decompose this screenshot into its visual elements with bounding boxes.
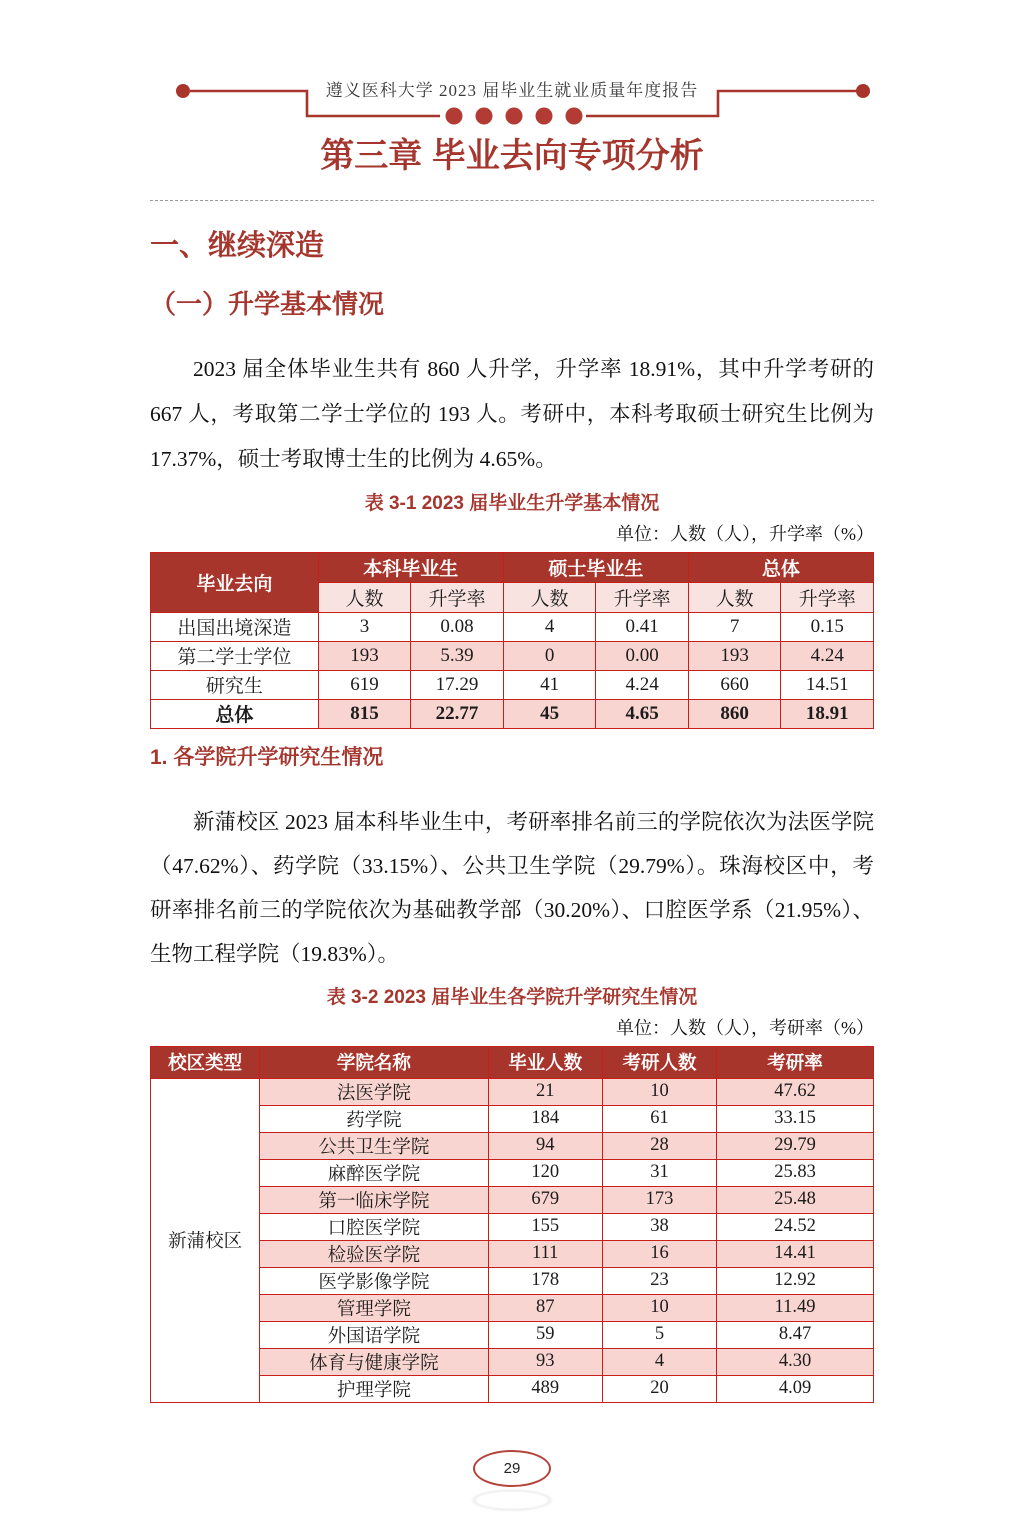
row-label: 出国出境深造 (151, 612, 319, 641)
table-cell: 法医学院 (260, 1078, 488, 1105)
table-cell: 660 (688, 670, 781, 699)
table2-unit-note: 单位：人数（人），考研率（%） (616, 1017, 874, 1038)
table-cell: 4 (503, 612, 596, 641)
table-cell: 0 (503, 641, 596, 670)
table-cell: 21 (488, 1078, 602, 1105)
report-title: 遵义医科大学 2023 届毕业生就业质量年度报告 (325, 81, 699, 100)
page-header (150, 78, 874, 126)
row-label: 第二学士学位 (151, 641, 319, 670)
table-cell: 815 (318, 699, 411, 728)
table-college-enrollment (150, 1046, 874, 1403)
subsub-title-college-enrollment: 1. 各学院升学研究生情况 (150, 745, 384, 769)
table-cell: 61 (602, 1105, 716, 1132)
table-cell: 94 (488, 1132, 602, 1159)
table-cell: 14.51 (781, 670, 874, 699)
table2-header-graduates: 毕业人数 (488, 1046, 602, 1078)
section-title-continue-education: 一、继续深造 (150, 229, 325, 262)
table-cell: 29.79 (717, 1132, 874, 1159)
table2-header-row (151, 1046, 874, 1078)
table-cell: 8.47 (717, 1321, 874, 1348)
table-cell: 管理学院 (260, 1294, 488, 1321)
table1-header-undergraduate: 本科毕业生 (318, 552, 503, 582)
table-cell: 医学影像学院 (260, 1267, 488, 1294)
table-cell: 麻醉医学院 (260, 1159, 488, 1186)
table-cell: 155 (488, 1213, 602, 1240)
page-number-ellipse (473, 1450, 551, 1487)
table-cell: 33.15 (717, 1105, 874, 1132)
table-row (151, 1294, 874, 1321)
campus-label: 新蒲校区 (151, 1078, 260, 1402)
table2-header-campus: 校区类型 (151, 1046, 260, 1078)
table-cell: 860 (688, 699, 781, 728)
table-cell: 16 (602, 1240, 716, 1267)
table2-header-college: 学院名称 (260, 1046, 488, 1078)
table-cell: 4.65 (596, 699, 689, 728)
table-row-total (151, 699, 874, 728)
table-cell: 20 (602, 1375, 716, 1402)
table-cell: 31 (602, 1159, 716, 1186)
row-label: 总体 (151, 699, 319, 728)
report-page (150, 78, 874, 1403)
paragraph-enrollment-summary: 2023 届全体毕业生共有 860 人升学，升学率 18.91%，其中升学考研的 667 人，考取第二学士学位的 193 人。考研中，本科考取硕士研究生比例为 17.37%，硕士考取博士生的比例为 4.65%。 (150, 356, 874, 471)
table-cell: 45 (503, 699, 596, 728)
table-row (151, 1186, 874, 1213)
table-cell: 47.62 (717, 1078, 874, 1105)
dashed-divider (150, 200, 874, 201)
table-cell: 23 (602, 1267, 716, 1294)
table-cell: 18.91 (781, 699, 874, 728)
table-cell: 173 (602, 1186, 716, 1213)
table-cell: 489 (488, 1375, 602, 1402)
table1-subheader-rate: 升学率 (596, 582, 689, 612)
table-cell: 87 (488, 1294, 602, 1321)
table-row (151, 1105, 874, 1132)
table-cell: 外国语学院 (260, 1321, 488, 1348)
table-cell: 178 (488, 1267, 602, 1294)
table-cell: 14.41 (717, 1240, 874, 1267)
table-cell: 检验医学院 (260, 1240, 488, 1267)
table1-unit-note: 单位：人数（人），升学率（%） (616, 523, 874, 544)
table-cell: 0.41 (596, 612, 689, 641)
table-cell: 25.83 (717, 1159, 874, 1186)
table1-subheader-count: 人数 (318, 582, 411, 612)
table-cell: 25.48 (717, 1186, 874, 1213)
table2-header-exam-count: 考研人数 (602, 1046, 716, 1078)
table-cell: 111 (488, 1240, 602, 1267)
table-cell: 药学院 (260, 1105, 488, 1132)
table-cell: 10 (602, 1078, 716, 1105)
table-cell: 193 (318, 641, 411, 670)
table1-group-header-row (151, 552, 874, 582)
row-label: 研究生 (151, 670, 319, 699)
table-cell: 4.24 (596, 670, 689, 699)
table1-subheader-count: 人数 (688, 582, 781, 612)
table1-subheader-rate: 升学率 (781, 582, 874, 612)
table-row (151, 1348, 874, 1375)
table-cell: 679 (488, 1186, 602, 1213)
table-cell: 38 (602, 1213, 716, 1240)
table-cell: 17.29 (411, 670, 504, 699)
table-row (151, 1267, 874, 1294)
table-row (151, 641, 874, 670)
table-cell: 22.77 (411, 699, 504, 728)
table-cell: 120 (488, 1159, 602, 1186)
table-row (151, 1240, 874, 1267)
paragraph-college-enrollment: 新蒲校区 2023 届本科毕业生中，考研率排名前三的学院依次为法医学院（47.62%）、药学院（33.15%）、公共卫生学院（29.79%）。珠海校区中，考研率排名前三的学院依次为基础教学部（30.20%）、口腔医学系（21.95%）、生物工程学院（19.83%）。 (150, 809, 874, 966)
table-cell: 4.09 (717, 1375, 874, 1402)
table-cell: 12.92 (717, 1267, 874, 1294)
table2-header-exam-rate: 考研率 (717, 1046, 874, 1078)
table2-caption: 表 3-2 2023 届毕业生各学院升学研究生情况 (326, 986, 698, 1008)
table-row (151, 1321, 874, 1348)
page-number-value: 29 (503, 1460, 521, 1477)
table-cell: 11.49 (717, 1294, 874, 1321)
table-cell: 59 (488, 1321, 602, 1348)
table-cell: 第一临床学院 (260, 1186, 488, 1213)
table-cell: 护理学院 (260, 1375, 488, 1402)
table-cell: 0.00 (596, 641, 689, 670)
table-cell: 4.30 (717, 1348, 874, 1375)
table-cell: 28 (602, 1132, 716, 1159)
chapter-title: 第三章 毕业去向专项分析 (320, 137, 704, 175)
table-cell: 24.52 (717, 1213, 874, 1240)
table-row (151, 1159, 874, 1186)
table1-caption: 表 3-1 2023 届毕业生升学基本情况 (364, 492, 660, 514)
table-row (151, 1375, 874, 1402)
table-row (151, 1132, 874, 1159)
table1-header-destination: 毕业去向 (151, 552, 319, 612)
table1-header-overall: 总体 (688, 552, 873, 582)
table-row (151, 670, 874, 699)
table-cell: 7 (688, 612, 781, 641)
table-row (151, 612, 874, 641)
table-cell: 5.39 (411, 641, 504, 670)
table-cell: 184 (488, 1105, 602, 1132)
table-cell: 619 (318, 670, 411, 699)
table-cell: 0.08 (411, 612, 504, 641)
table-enrollment-basics (150, 552, 874, 729)
table-cell: 5 (602, 1321, 716, 1348)
table-row (151, 1078, 874, 1105)
table-cell: 公共卫生学院 (260, 1132, 488, 1159)
subsection-title-enrollment-basics: （一）升学基本情况 (150, 288, 385, 319)
table-cell: 93 (488, 1348, 602, 1375)
table1-header-master: 硕士毕业生 (503, 552, 688, 582)
table-cell: 41 (503, 670, 596, 699)
table-cell: 4.24 (781, 641, 874, 670)
table-row (151, 1213, 874, 1240)
table-cell: 3 (318, 612, 411, 641)
table-cell: 口腔医学院 (260, 1213, 488, 1240)
table-cell: 193 (688, 641, 781, 670)
table-cell: 0.15 (781, 612, 874, 641)
table-cell: 4 (602, 1348, 716, 1375)
table1-subheader-rate: 升学率 (411, 582, 504, 612)
page-number-reflection (473, 1490, 551, 1510)
table-cell: 10 (602, 1294, 716, 1321)
table-cell: 体育与健康学院 (260, 1348, 488, 1375)
page-number (473, 1450, 551, 1527)
table1-subheader-count: 人数 (503, 582, 596, 612)
